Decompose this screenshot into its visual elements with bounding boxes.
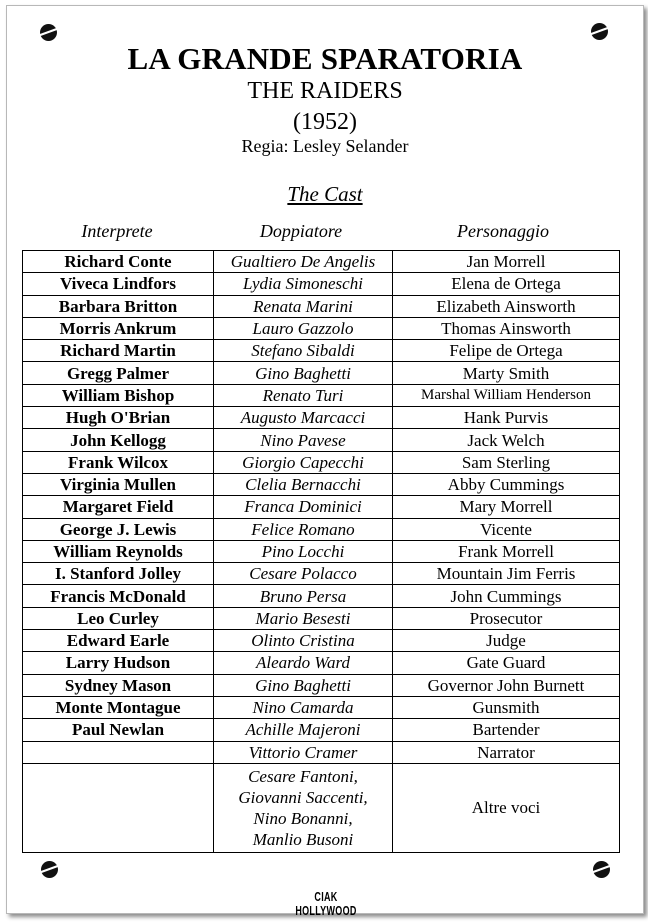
- table-row: [23, 652, 620, 674]
- table-row: [23, 696, 620, 718]
- character-cell: Mountain Jim Ferris: [393, 563, 620, 585]
- actor-cell: Morris Ankrum: [23, 317, 214, 339]
- cast-heading: The Cast: [287, 182, 363, 206]
- dubber-cell: Olinto Cristina: [214, 630, 393, 652]
- table-row: [23, 429, 620, 451]
- character-cell: Hank Purvis: [393, 407, 620, 429]
- dubber-name: Cesare Fantoni,: [248, 766, 358, 786]
- actor-cell: Leo Curley: [23, 607, 214, 629]
- dubber-name: Manlio Busoni: [252, 829, 354, 849]
- table-row: [23, 473, 620, 495]
- character-cell: Gunsmith: [393, 696, 620, 718]
- table-row: [23, 585, 620, 607]
- column-header-dubber: Doppiatore: [259, 221, 343, 241]
- character-cell: Jack Welch: [393, 429, 620, 451]
- table-row: [23, 741, 620, 763]
- table-row: [23, 295, 620, 317]
- actor-cell: John Kellogg: [23, 429, 214, 451]
- actor-cell: Francis McDonald: [23, 585, 214, 607]
- table-row: [23, 518, 620, 540]
- dubber-cell: Achille Majeroni: [214, 719, 393, 741]
- dubber-cell: Nino Camarda: [214, 696, 393, 718]
- table-row: [23, 563, 620, 585]
- character-cell: Elena de Ortega: [393, 273, 620, 295]
- character-cell: Sam Sterling: [393, 451, 620, 473]
- dubber-cell: [214, 763, 393, 852]
- dubber-cell: Clelia Bernacchi: [214, 473, 393, 495]
- table-row: [23, 451, 620, 473]
- table-row: [23, 340, 620, 362]
- character-cell: Narrator: [393, 741, 620, 763]
- actor-cell: George J. Lewis: [23, 518, 214, 540]
- dubber-cell: Renato Turi: [214, 384, 393, 406]
- original-title: THE RAIDERS: [247, 78, 403, 104]
- table-row: [23, 384, 620, 406]
- actor-cell: Richard Conte: [23, 251, 214, 273]
- ciak-hollywood-logo: CIAK HOLLYWOOD: [295, 890, 357, 918]
- character-cell: Prosecutor: [393, 607, 620, 629]
- actor-cell: Virginia Mullen: [23, 473, 214, 495]
- actor-cell: William Reynolds: [23, 540, 214, 562]
- actor-cell: Larry Hudson: [23, 652, 214, 674]
- actor-cell: Barbara Britton: [23, 295, 214, 317]
- actor-cell: [23, 741, 214, 763]
- director-credit: Regia: Lesley Selander: [241, 136, 409, 156]
- dubber-name: Giovanni Saccenti,: [238, 787, 368, 807]
- actor-cell: Monte Montague: [23, 696, 214, 718]
- character-cell: Felipe de Ortega: [393, 340, 620, 362]
- character-cell: Judge: [393, 630, 620, 652]
- page-title: LA GRANDE SPARATORIA: [127, 41, 523, 76]
- column-header-character: Personaggio: [457, 221, 549, 241]
- dubber-cell: Renata Marini: [214, 295, 393, 317]
- dubber-cell: Lauro Gazzolo: [214, 317, 393, 339]
- character-cell: Marshal William Henderson: [393, 384, 620, 406]
- dubber-cell: Nino Pavese: [214, 429, 393, 451]
- actor-cell: Hugh O'Brian: [23, 407, 214, 429]
- character-cell: Gate Guard: [393, 652, 620, 674]
- actor-cell: Frank Wilcox: [23, 451, 214, 473]
- actor-cell: Edward Earle: [23, 630, 214, 652]
- dubber-cell: Bruno Persa: [214, 585, 393, 607]
- actor-cell: Margaret Field: [23, 496, 214, 518]
- cast-plate: [6, 5, 644, 918]
- release-year: (1952): [293, 109, 357, 135]
- table-row: [23, 763, 620, 852]
- dubber-cell: Aleardo Ward: [214, 652, 393, 674]
- dubber-cell: Franca Dominici: [214, 496, 393, 518]
- table-row: [23, 317, 620, 339]
- dubber-cell: Giorgio Capecchi: [214, 451, 393, 473]
- column-header-actor: Interprete: [81, 221, 153, 241]
- character-cell: Bartender: [393, 719, 620, 741]
- table-row: [23, 630, 620, 652]
- screw-icon: [593, 861, 610, 878]
- screw-icon: [40, 24, 57, 41]
- character-cell: Mary Morrell: [393, 496, 620, 518]
- actor-cell: Viveca Lindfors: [23, 273, 214, 295]
- table-row: [23, 251, 620, 273]
- cast-table: [22, 250, 620, 853]
- dubber-cell: Gualtiero De Angelis: [214, 251, 393, 273]
- character-cell: Vicente: [393, 518, 620, 540]
- dubber-cell: Cesare Polacco: [214, 563, 393, 585]
- dubber-cell: Lydia Simoneschi: [214, 273, 393, 295]
- character-cell: Altre voci: [393, 763, 620, 852]
- character-cell: Abby Cummings: [393, 473, 620, 495]
- actor-cell: Gregg Palmer: [23, 362, 214, 384]
- table-row: [23, 273, 620, 295]
- character-cell: Governor John Burnett: [393, 674, 620, 696]
- actor-cell: [23, 763, 214, 852]
- screw-icon: [41, 861, 58, 878]
- character-cell: Jan Morrell: [393, 251, 620, 273]
- cast-table-body: [23, 251, 620, 853]
- character-cell: John Cummings: [393, 585, 620, 607]
- screw-icon: [591, 23, 608, 40]
- dubber-cell: Stefano Sibaldi: [214, 340, 393, 362]
- character-cell: Elizabeth Ainsworth: [393, 295, 620, 317]
- actor-cell: Sydney Mason: [23, 674, 214, 696]
- table-row: [23, 540, 620, 562]
- character-cell: Marty Smith: [393, 362, 620, 384]
- table-row: [23, 496, 620, 518]
- dubber-cell: Augusto Marcacci: [214, 407, 393, 429]
- character-cell: Thomas Ainsworth: [393, 317, 620, 339]
- actor-cell: Richard Martin: [23, 340, 214, 362]
- table-row: [23, 607, 620, 629]
- actor-cell: Paul Newlan: [23, 719, 214, 741]
- table-row: [23, 719, 620, 741]
- dubber-cell: Gino Baghetti: [214, 674, 393, 696]
- dubber-name: Nino Bonanni,: [253, 808, 353, 828]
- dubber-cell: Mario Besesti: [214, 607, 393, 629]
- dubber-cell: Pino Locchi: [214, 540, 393, 562]
- actor-cell: I. Stanford Jolley: [23, 563, 214, 585]
- dubber-cell: Gino Baghetti: [214, 362, 393, 384]
- dubber-cell: Felice Romano: [214, 518, 393, 540]
- table-row: [23, 674, 620, 696]
- table-row: [23, 407, 620, 429]
- actor-cell: William Bishop: [23, 384, 214, 406]
- table-row: [23, 362, 620, 384]
- dubber-cell: Vittorio Cramer: [214, 741, 393, 763]
- character-cell: Frank Morrell: [393, 540, 620, 562]
